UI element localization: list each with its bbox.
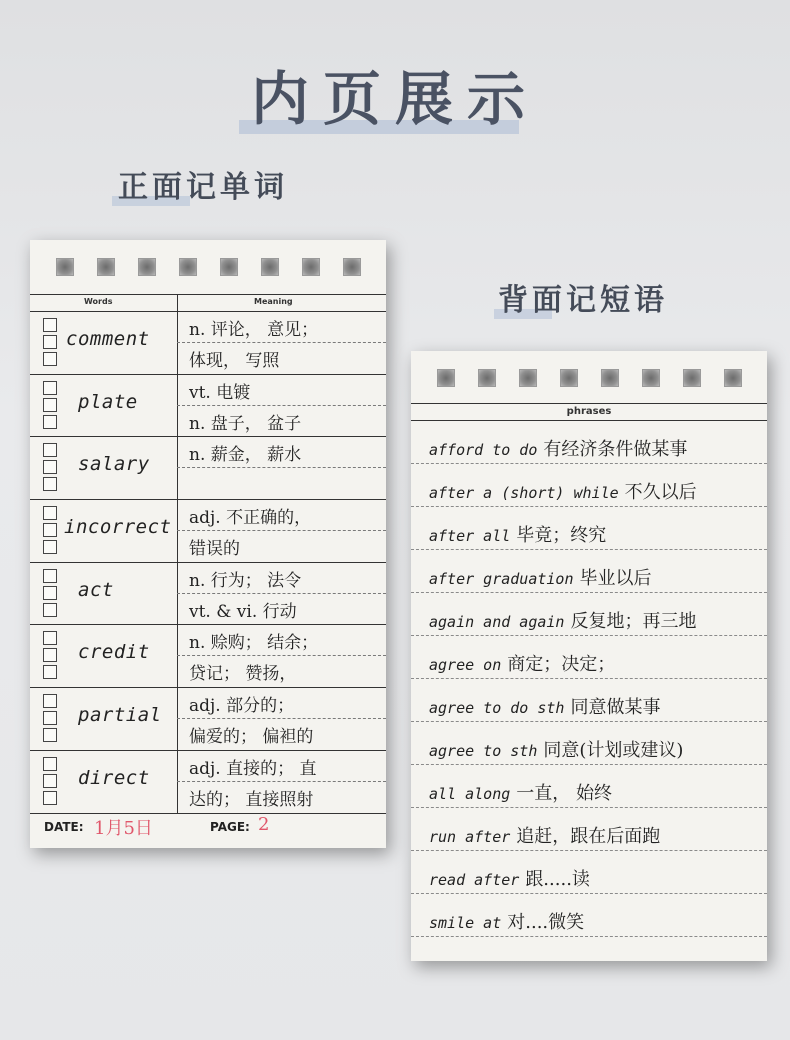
phrase-en: agree on <box>429 656 502 674</box>
list-item <box>411 851 767 894</box>
back-section-label <box>498 275 668 319</box>
words-table-header <box>30 294 386 312</box>
front-section-label <box>118 162 288 206</box>
review-checkbox[interactable] <box>43 540 57 554</box>
phrase-en: read after <box>429 871 520 889</box>
list-item <box>411 421 767 464</box>
meaning-line: 体现， 写照 <box>189 351 280 371</box>
meaning-line: 达的； 直接照射 <box>189 789 314 810</box>
phrase-zh: 反复地；再三地 <box>570 611 697 632</box>
phrase-en: after graduation <box>429 570 574 588</box>
list-item <box>411 636 767 679</box>
phrase-en: afford to do <box>429 441 538 459</box>
phrase-en: agree to do sth <box>429 699 565 717</box>
word-text: comment <box>66 328 150 350</box>
meaning-line: n. 评论， 意见； <box>177 312 386 343</box>
review-checkbox[interactable] <box>43 694 57 708</box>
phrase-en: all along <box>429 785 511 803</box>
meaning-line: n. 行为； 法令 <box>177 563 386 594</box>
phrase-en: again and again <box>429 613 565 631</box>
list-item <box>411 550 767 593</box>
binding-hole <box>97 258 115 276</box>
table-row <box>30 751 386 814</box>
review-checkbox[interactable] <box>43 774 57 788</box>
binding-hole <box>179 258 197 276</box>
binding-hole <box>560 369 578 387</box>
list-item <box>411 507 767 550</box>
meaning-line <box>177 468 386 499</box>
meaning-line: 贷记； 赞扬， <box>189 664 297 685</box>
phrase-zh: 对....微笑 <box>507 912 585 933</box>
page-value: 2 <box>258 814 270 835</box>
review-checkbox[interactable] <box>43 711 57 725</box>
review-checkbox[interactable] <box>43 603 57 617</box>
review-checkbox[interactable] <box>43 569 57 583</box>
phrase-zh: 不久以后 <box>624 482 697 503</box>
meaning-line: n. 盘子， 盆子 <box>189 413 302 434</box>
binding-holes <box>30 258 386 278</box>
meaning-line: adj. 部分的； <box>177 688 386 719</box>
meaning-line: n. 赊购； 结余； <box>177 625 386 656</box>
list-item <box>411 593 767 636</box>
phrases-column-header: phrases <box>411 403 767 421</box>
review-checkbox[interactable] <box>43 506 57 520</box>
list-item <box>411 722 767 765</box>
binding-hole <box>56 258 74 276</box>
table-row <box>30 437 386 500</box>
review-checkbox[interactable] <box>43 381 57 395</box>
table-row <box>30 312 386 375</box>
date-label: DATE: <box>44 820 84 834</box>
meaning-column-header: Meaning <box>254 297 293 306</box>
phrase-zh: 毕业以后 <box>579 568 652 589</box>
word-text: plate <box>78 390 138 413</box>
binding-hole <box>437 369 455 387</box>
phrase-zh: 跟.....读 <box>525 869 590 890</box>
words-column-header: Words <box>84 297 113 306</box>
binding-holes <box>411 369 767 389</box>
review-checkbox[interactable] <box>43 335 57 349</box>
front-label-text: 正面记单词 <box>118 170 288 205</box>
word-text: salary <box>78 453 150 476</box>
meaning-line: 偏爱的； 偏袒的 <box>189 727 314 748</box>
binding-hole <box>343 258 361 276</box>
page-title <box>245 52 545 136</box>
date-value: 1月5日 <box>94 818 153 839</box>
binding-hole <box>683 369 701 387</box>
review-checkbox[interactable] <box>43 352 57 366</box>
list-item <box>411 464 767 507</box>
review-checkbox[interactable] <box>43 443 57 457</box>
meaning-line: vt. & vi. 行动 <box>189 601 297 622</box>
word-text: partial <box>78 704 162 727</box>
review-checkbox[interactable] <box>43 460 57 474</box>
list-item <box>411 894 767 937</box>
phrase-zh: 一直， 始终 <box>516 783 613 804</box>
word-text: act <box>78 578 114 601</box>
phrase-zh: 商定；决定； <box>507 654 616 675</box>
binding-hole <box>519 369 537 387</box>
list-item <box>411 679 767 722</box>
binding-hole <box>261 258 279 276</box>
card-footer <box>30 808 386 848</box>
table-row <box>30 688 386 751</box>
review-checkbox[interactable] <box>43 586 57 600</box>
meaning-line: adj. 直接的； 直 <box>177 751 386 782</box>
review-checkbox[interactable] <box>43 648 57 662</box>
review-checkbox[interactable] <box>43 631 57 645</box>
meaning-line: n. 薪金， 薪水 <box>177 437 386 468</box>
binding-hole <box>642 369 660 387</box>
phrase-en: after a (short) while <box>429 484 619 502</box>
phrase-en: run after <box>429 828 511 846</box>
back-card <box>411 351 767 961</box>
phrase-zh: 同意做某事 <box>570 697 661 718</box>
binding-hole <box>724 369 742 387</box>
review-checkbox[interactable] <box>43 477 57 491</box>
review-checkbox[interactable] <box>43 398 57 412</box>
review-checkbox[interactable] <box>43 318 57 332</box>
review-checkbox[interactable] <box>43 728 57 742</box>
phrase-en: agree to sth <box>429 742 538 760</box>
page-label: PAGE: <box>210 820 250 834</box>
back-label-text: 背面记短语 <box>498 283 668 318</box>
words-table <box>30 294 386 814</box>
phrase-zh: 追赶，跟在后面跑 <box>516 826 661 847</box>
table-row <box>30 500 386 563</box>
binding-hole <box>302 258 320 276</box>
table-row <box>30 563 386 626</box>
word-text: credit <box>78 641 150 664</box>
list-item <box>411 765 767 808</box>
binding-hole <box>601 369 619 387</box>
review-checkbox[interactable] <box>43 665 57 679</box>
phrase-zh: 毕竟；终究 <box>516 525 607 546</box>
binding-hole <box>478 369 496 387</box>
phrase-en: after all <box>429 527 511 545</box>
review-checkbox[interactable] <box>43 757 57 771</box>
meaning-line: adj. 不正确的， <box>177 500 386 531</box>
meaning-line: 错误的 <box>189 539 240 560</box>
word-text: incorrect <box>64 516 172 539</box>
phrase-zh: 同意(计划或建议) <box>543 740 684 761</box>
binding-hole <box>220 258 238 276</box>
front-card <box>30 240 386 848</box>
binding-hole <box>138 258 156 276</box>
phrase-zh: 有经济条件做某事 <box>543 439 688 460</box>
meaning-line: vt. 电镀 <box>177 375 386 406</box>
list-item <box>411 808 767 851</box>
review-checkbox[interactable] <box>43 415 57 429</box>
table-row <box>30 375 386 438</box>
review-checkbox[interactable] <box>43 523 57 537</box>
table-row <box>30 625 386 688</box>
review-checkbox[interactable] <box>43 791 57 805</box>
phrase-en: smile at <box>429 914 502 932</box>
page-title-text: 内页展示 <box>250 65 539 133</box>
word-text: direct <box>78 766 150 789</box>
